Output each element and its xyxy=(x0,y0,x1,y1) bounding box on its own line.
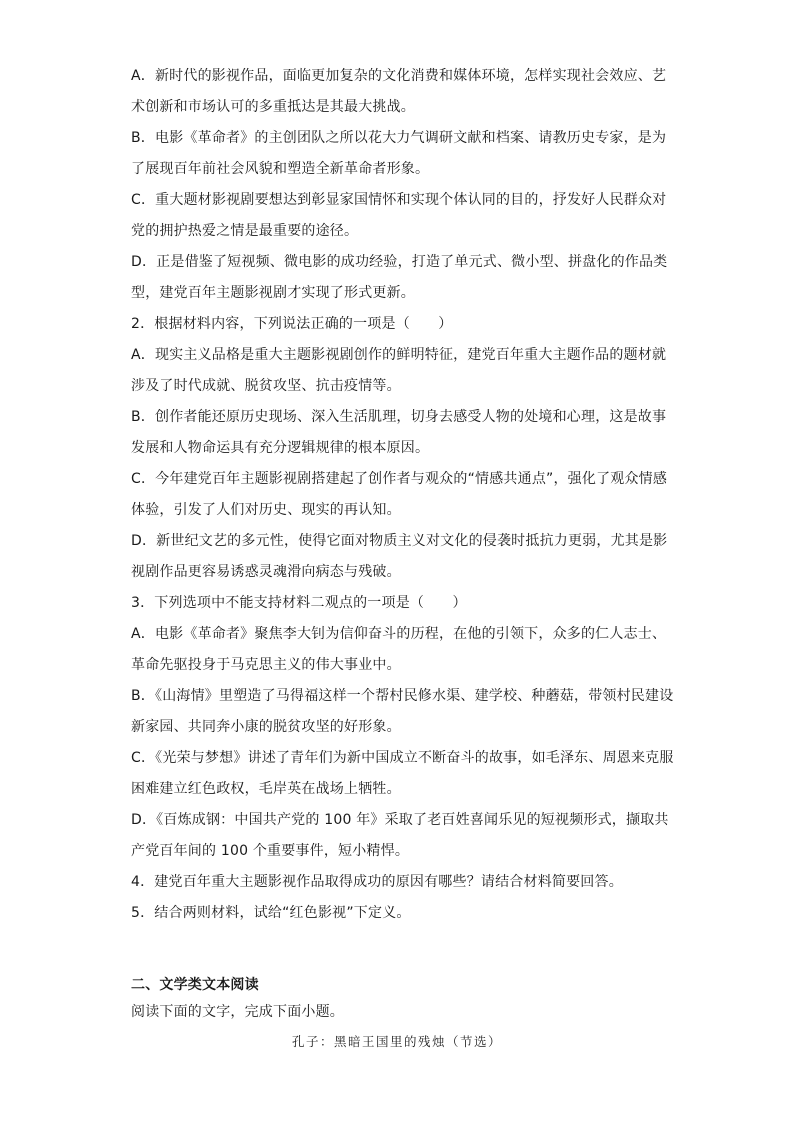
paragraph-line: C．今年建党百年主题影视剧搭建起了创作者与观众的“情感共通点”，强化了观众情感 xyxy=(131,471,668,487)
paragraph-line: D．《百炼成钢：中国共产党的 100 年》采取了老百姓喜闻乐见的短视频形式，撷取共 xyxy=(131,812,669,828)
paragraph-line: D．新世纪文艺的多元性，使得它面对物质主义对文化的侵袭时抵抗力更弱，尤其是影 xyxy=(131,533,668,549)
paragraph-line: A．新时代的影视作品，面临更加复杂的文化消费和媒体环境，怎样实现社会效应、艺 xyxy=(131,68,667,84)
paragraph-line: C．《光荣与梦想》讲述了青年们为新中国成立不断奋斗的故事，如毛泽东、周恩来克服 xyxy=(131,750,674,766)
paragraph-line: 体验，引发了人们对历史、现实的再认知。 xyxy=(131,502,401,518)
paragraph-line: 型，建党百年主题影视剧才实现了形式更新。 xyxy=(131,285,415,301)
paragraph-line: B．《山海情》里塑造了马得福这样一个帮村民修水渠、建学校、种蘑菇，带领村民建设 xyxy=(131,688,674,704)
question-5: 5．结合两则材料，试给“红色影视”下定义。 xyxy=(131,905,411,921)
paragraph-line: A．现实主义品格是重大主题影视剧创作的鲜明特征，建党百年重大主题作品的题材就 xyxy=(131,347,667,363)
paragraph-line: C．重大题材影视剧要想达到彰显家国情怀和实现个体认同的目的，抒发好人民群众对 xyxy=(131,192,667,208)
passage-title: 孔子：黑暗王国里的残烛（节选） xyxy=(291,1034,502,1049)
paragraph-line: D．正是借鉴了短视频、微电影的成功经验，打造了单元式、微小型、拼盘化的作品类 xyxy=(131,254,668,270)
paragraph-line: 发展和人物命运具有充分逻辑规律的根本原因。 xyxy=(131,440,430,456)
section-heading: 二、文学类文本阅读 xyxy=(131,977,259,993)
question-4: 4．建党百年重大主题影视作品取得成功的原因有哪些？请结合材料简要回答。 xyxy=(131,874,623,890)
paragraph-line: B．创作者能还原历史现场、深入生活肌理，切身去感受人物的处境和心理，这是故事 xyxy=(131,409,667,425)
section-instruction: 阅读下面的文字，完成下面小题。 xyxy=(131,1004,344,1020)
paragraph-line: 术创新和市场认可的多重抵达是其最大挑战。 xyxy=(131,99,415,115)
paragraph-line: B．电影《革命者》的主创团队之所以花大力气调研文献和档案、请教历史专家，是为 xyxy=(131,130,667,146)
paragraph-line: 了展现百年前社会风貌和塑造全新革命者形象。 xyxy=(131,161,430,177)
paragraph-line: 视剧作品更容易诱惑灵魂滑向病态与残破。 xyxy=(131,564,401,580)
paragraph-line: 困难建立红色政权，毛岸英在战场上牺牲。 xyxy=(131,781,401,797)
paragraph-line: 新家园、共同奔小康的脱贫攻坚的好形象。 xyxy=(131,719,401,735)
question-2: 2．根据材料内容，下列说法正确的一项是（ ） xyxy=(131,316,453,332)
paragraph-line: 涉及了时代成就、脱贫攻坚、抗击疫情等。 xyxy=(131,378,401,394)
paragraph-line: 党的拥护热爱之情是最重要的途径。 xyxy=(131,223,359,239)
paragraph-line: A．电影《革命者》聚焦李大钊为信仰奋斗的历程，在他的引领下，众多的仁人志士、 xyxy=(131,626,667,642)
paragraph-line: 产党百年间的 100 个重要事件，短小精悍。 xyxy=(131,843,410,859)
paragraph-line: 革命先驱投身于马克思主义的伟大事业中。 xyxy=(131,657,401,673)
question-3: 3．下列选项中不能支持材料二观点的一项是（ ） xyxy=(131,595,467,611)
